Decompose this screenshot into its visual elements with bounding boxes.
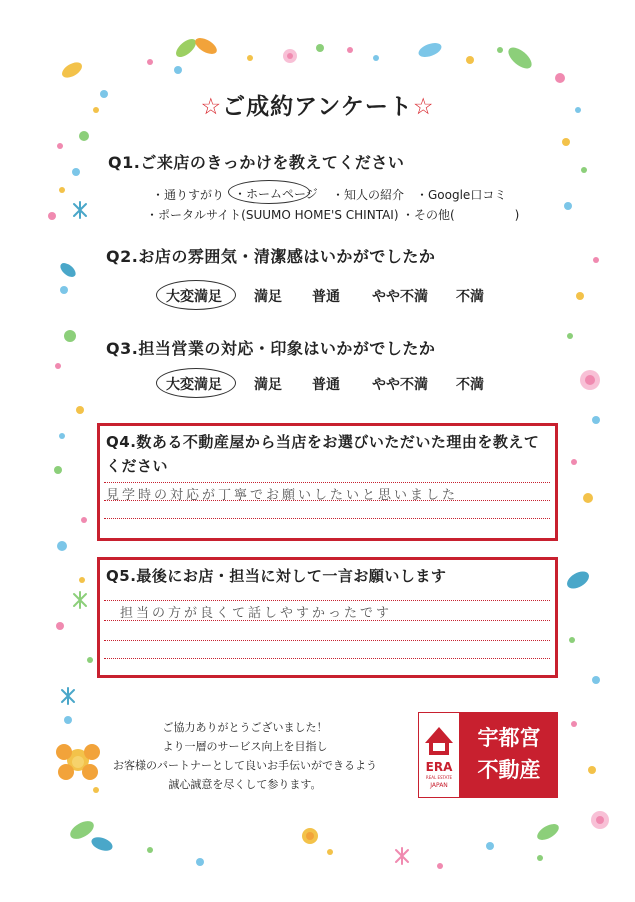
q5-line-1 xyxy=(104,600,550,601)
q4-question-line1: Q4.数ある不動産屋から当店をお選びいただいた理由を教えて xyxy=(106,433,540,451)
thanks-line: より一層のサービス向上を目指し xyxy=(162,740,328,753)
q2-option-unsatisfied[interactable]: 不満 xyxy=(456,289,484,305)
q5-line-4 xyxy=(104,658,550,659)
q2-option-normal[interactable]: 普通 xyxy=(312,289,340,305)
company-name-line2: 不動産 xyxy=(477,758,541,782)
era-logo xyxy=(418,712,460,798)
q1-question: Q1.ご来店のきっかけを教えてください xyxy=(108,153,405,172)
q2-question: Q2.お店の雰囲気・清潔感はいかがでしたか xyxy=(106,247,436,266)
q3-option-unsatisfied[interactable]: 不満 xyxy=(456,377,484,393)
q3-selected-circle xyxy=(156,368,236,398)
q1-option-homepage[interactable]: ・ホームページ xyxy=(234,187,318,201)
q4-line-1 xyxy=(104,482,550,483)
q5-question: Q5.最後にお店・担当に対して一言お願いします xyxy=(106,567,447,585)
q3-option-very-satisfied[interactable]: 大変満足 xyxy=(166,377,222,393)
thanks-message xyxy=(100,718,390,794)
q1-option-google[interactable]: ・Google口コミ xyxy=(416,188,507,202)
company-logo xyxy=(418,712,558,798)
thanks-line: ご協力ありがとうございました！ xyxy=(162,721,328,734)
q5-handwritten-answer: 担当の方が良くて話しやすかったです xyxy=(120,606,393,621)
q1-option-portal[interactable]: ・ポータルサイト(SUUMO HOME'S CHINTAI) xyxy=(146,208,399,222)
q3-question: Q3.担当営業の対応・印象はいかがでしたか xyxy=(106,339,436,358)
thanks-line: お客様のパートナーとして良いお手伝いができるよう xyxy=(113,759,377,772)
q3-option-normal[interactable]: 普通 xyxy=(312,377,340,393)
era-japan-text: JAPAN xyxy=(430,782,448,789)
title-text: ☆ご成約アンケート☆ xyxy=(200,94,435,120)
q1-option-other[interactable]: ・その他( ) xyxy=(402,208,520,222)
page-title xyxy=(0,88,635,121)
q1-option-referral[interactable]: ・知人の紹介 xyxy=(332,188,405,202)
q4-line-3 xyxy=(104,518,550,519)
thanks-line: 誠心誠意を尽くして参ります。 xyxy=(168,778,322,791)
q4-question-line2: ください xyxy=(106,457,169,475)
q2-option-very-satisfied[interactable]: 大変満足 xyxy=(166,289,222,305)
q5-line-3 xyxy=(104,640,550,641)
q2-selected-circle xyxy=(156,280,236,310)
era-house-icon xyxy=(419,713,459,797)
q3-option-slightly-unsatisfied[interactable]: やや不満 xyxy=(372,377,428,393)
q2-option-slightly-unsatisfied[interactable]: やや不満 xyxy=(372,289,428,305)
q3-option-satisfied[interactable]: 満足 xyxy=(254,377,282,393)
company-name-block xyxy=(460,712,558,798)
era-sub-text: REAL ESTATE xyxy=(425,775,453,780)
q2-option-satisfied[interactable]: 満足 xyxy=(254,289,282,305)
company-name-line1: 宇都宮 xyxy=(477,726,541,750)
era-text: ERA xyxy=(425,760,453,774)
q1-option-passing[interactable]: ・通りすがり xyxy=(152,188,225,202)
q4-handwritten-answer: 見学時の対応が丁寧でお願いしたいと思いました xyxy=(106,488,459,503)
q1-selected-circle xyxy=(228,180,310,204)
